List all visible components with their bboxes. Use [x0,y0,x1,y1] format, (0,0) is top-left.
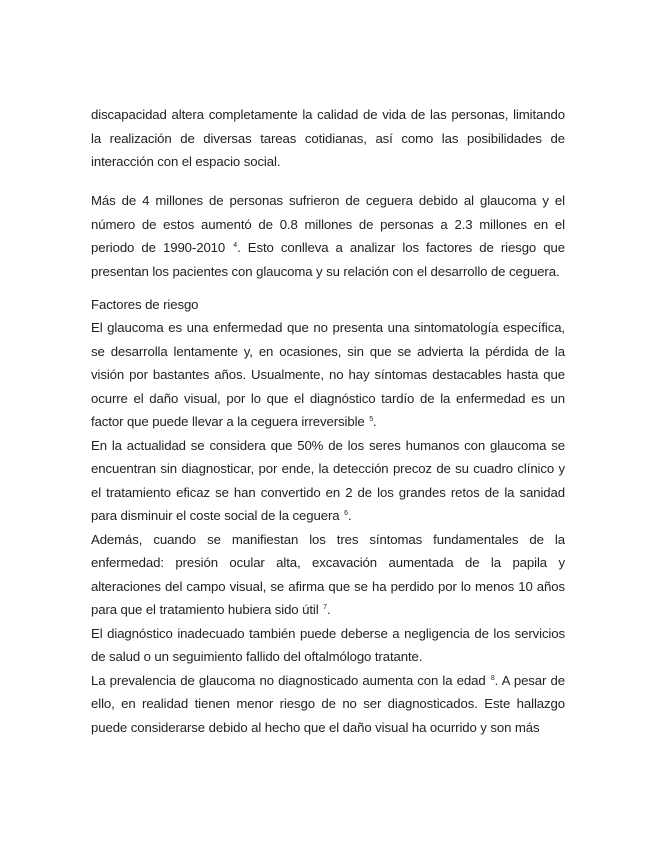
section-heading-text: Factores de riesgo [91,297,199,312]
paragraph-disability [91,103,565,174]
paragraph-blindness-stats [91,189,565,283]
paragraph-blindness-stats-end: . Esto conlleva a analizar los factores de riesgo que presentan los pacientes con glaucoma y su relación con el desarrollo de ceguera. [91,240,565,279]
paragraph-blindness-stats-text [91,189,565,283]
paragraph-fundamental-symptoms-text: Además, cuando se manifiestan los tres síntomas fundamentales de la enfermedad: presión ocular alta, excavación aumentada de la papila y alteraciones del campo visual, se afirma que se ha perdido por lo menos 10 años para que el tratamiento hubiera sido útil [91,531,565,617]
paragraph-fundamental-symptoms [91,528,565,622]
paragraph-prevalence-text: La prevalencia de glaucoma no diagnosticado aumenta con la edad [91,672,486,688]
section-body [91,316,565,739]
paragraph-prevalence [91,669,565,740]
paragraph-undiagnosed [91,434,565,528]
paragraph-glaucoma-symptoms-text: El glaucoma es una enfermedad que no presenta una sintomatología específica, se desarrolla lentamente y, en ocasiones, sin que se advierta la pérdida de la visión por bastantes años. Usualmente, no hay síntomas destacables hasta que ocurre el daño visual, por lo que el diagnóstico tardío de la enfermedad es un factor que puede llevar a la ceguera irreversible [91,320,565,429]
citation-6: 6 [344,510,348,518]
citation-5: 5 [369,416,374,424]
citation-4: 4 [233,242,238,250]
paragraph-fundamental-symptoms-end: . [326,602,331,617]
section-heading [91,293,565,317]
paragraph-glaucoma-symptoms-end: . [373,414,377,429]
paragraph-prevalence-end: . A pesar de ello, en realidad tienen menor riesgo de no ser diagnosticados. Este hallazgo puede considerarse debido al hecho que el daño visual ha ocurrido y son más [91,672,565,735]
citation-7: 7 [323,604,327,612]
paragraph-disability-text: discapacidad altera completamente la calidad de vida de las personas, limitando la realización de diversas tareas cotidianas, así como las posibilidades de interacción con el espacio social. [91,107,565,169]
paragraph-undiagnosed-end: . [347,508,352,523]
paragraph-undiagnosed-text: En la actualidad se considera que 50% de los seres humanos con glaucoma se encuentran sin diagnosticar, por ende, la detección precoz de su cuadro clínico y el tratamiento eficaz se han convertido en 2 de los grandes retos de la sanidad para disminuir el coste social de la ceguera [91,437,565,523]
paragraph-negligence: El diagnóstico inadecuado también puede deberse a negligencia de los servicios de salud o un seguimiento fallido del oftalmólogo tratante. [91,625,565,664]
paragraph-blindness-stats-start: Más de 4 millones de personas sufrieron de ceguera debido al glaucoma y el número de estos aumentó de 0.8 millones de personas a 2.3 millones en el periodo de 1990-2010 [91,193,565,255]
paragraph-glaucoma-symptoms [91,316,565,434]
citation-8: 8 [490,674,495,682]
